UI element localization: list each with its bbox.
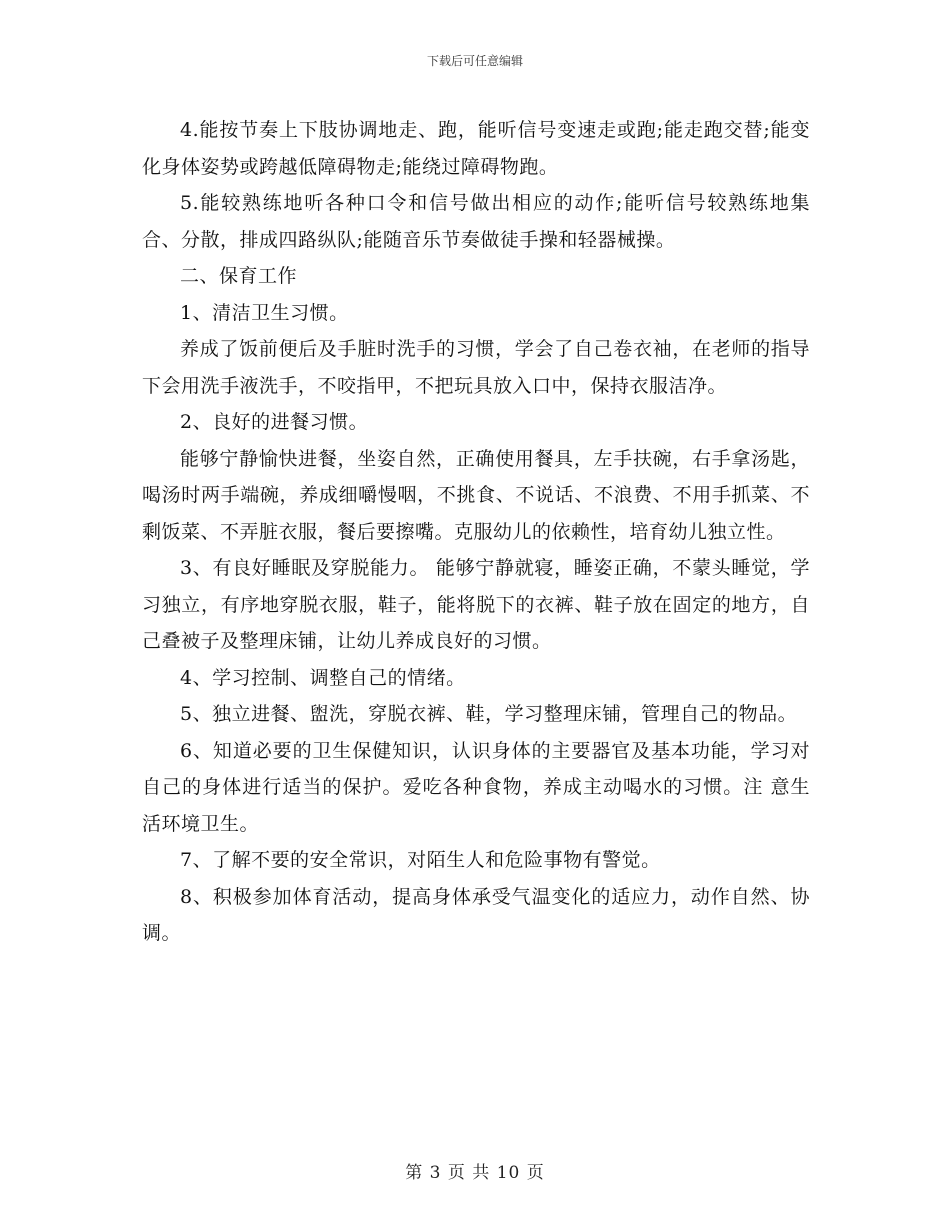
item-emotions: 4、学习控制、调整自己的情绪。: [180, 666, 466, 689]
paragraph-self-care: 5、独立进餐、盥洗，穿脱衣裤、鞋，学习整理床铺，管理自己的物品。: [180, 703, 798, 725]
paragraph-sleep: 3、有良好睡眠及穿脱能力。 能够宁静就寝，睡姿正确，不蒙头睡觉，学习独立，有序地穿脱衣服，鞋子，能将脱下的衣裤、鞋子放在固定的地方，自己叠被子及整理床铺，让幼儿养成良好的习惯。: [142, 557, 810, 652]
item-heading-hygiene: 1、清洁卫生习惯。: [180, 301, 349, 324]
item-heading-dining: 2、良好的进餐习惯。: [180, 411, 369, 433]
document-body: [142, 112, 810, 952]
paragraph-commands: 5.能较熟练地听各种口令和信号做出相应的动作;能听信号较熟练地集合、分散，排成四路纵队;能随音乐节奏做徒手操和轻器械操。: [142, 192, 810, 251]
paragraph-physical-activity: 8、积极参加体育活动，提高身体承受气温变化的适应力，动作自然、协调。: [142, 885, 810, 944]
page-number-footer: 第 3 页 共 10 页: [405, 1163, 545, 1183]
item-safety: 7、了解不要的安全常识，对陌生人和危险事物有警觉。: [180, 849, 661, 871]
page-header: 下载后可任意编辑: [426, 54, 523, 68]
paragraph-hygiene: 养成了饭前便后及手脏时洗手的习惯，学会了自己卷衣袖，在老师的指导下会用洗手液洗手，不咬指甲，不把玩具放入口中，保持衣服洁净。: [142, 338, 810, 397]
section-heading-care-work: 二、保育工作: [180, 265, 298, 287]
paragraph-health-knowledge: 6、知道必要的卫生保健知识，认识身体的主要器官及基本功能，学习对自己的身体进行适当的保护。爱吃各种食物，养成主动喝水的习惯。注 意生活环境卫生。: [142, 739, 810, 835]
paragraph-dining: 能够宁静愉快进餐，坐姿自然，正确使用餐具，左手扶碗，右手拿汤匙，喝汤时两手端碗，养成细嚼慢咽，不挑食、不说话、不浪费、不用手抓菜、不剩饭菜、不弄脏衣服，餐后要擦嘴。克服幼儿的依赖性，培育幼儿独立性。: [142, 447, 810, 543]
paragraph-walk-run: 4.能按节奏上下肢协调地走、跑，能听信号变速走或跑;能走跑交替;能变化身体姿势或跨越低障碍物走;能绕过障碍物跑。: [142, 119, 810, 178]
